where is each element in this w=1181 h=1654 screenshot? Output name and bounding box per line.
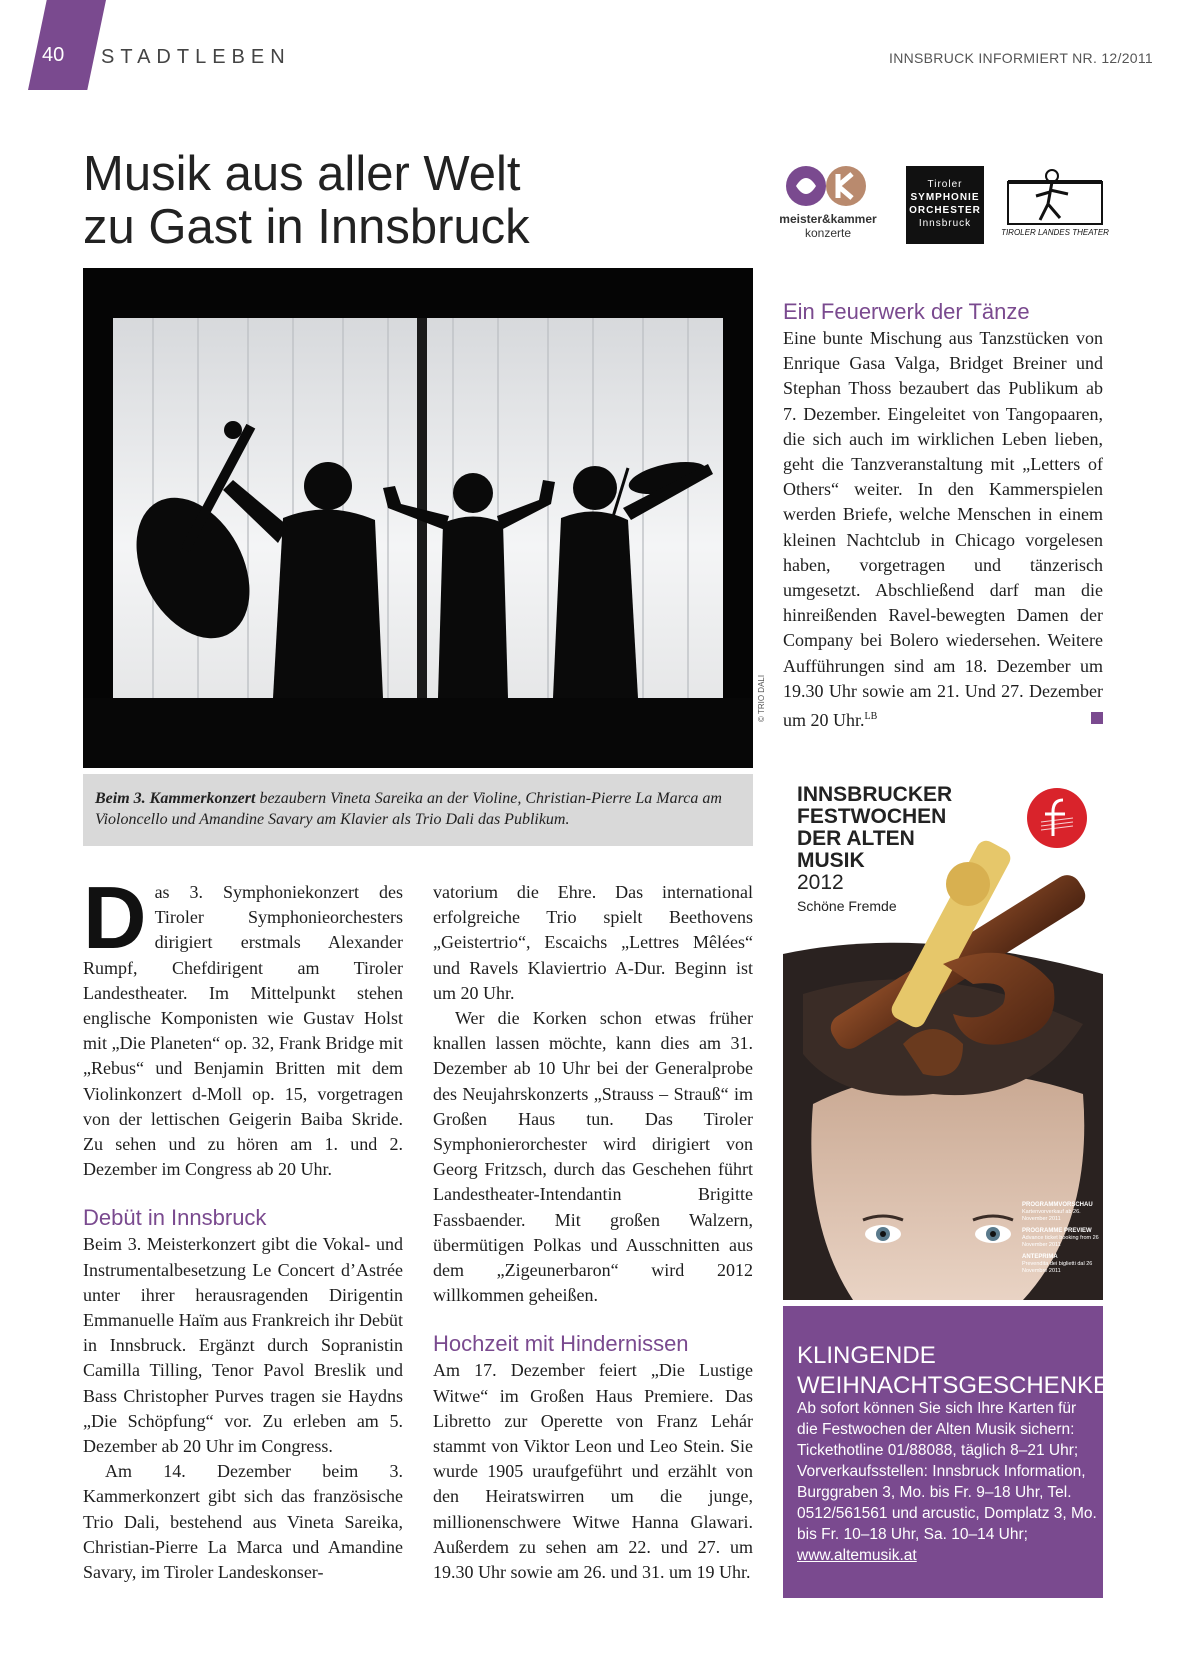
page-number-tab — [28, 0, 106, 90]
tso-line-3: ORCHESTER — [909, 205, 981, 216]
meister-kammer-logo — [766, 164, 890, 244]
caption-text: bezaubern Vineta Sareika an der Violine, Christian-Pierre La Marca am Violoncello und Amandine Savary am Klavier als Trio Dali das Publikum. — [95, 790, 722, 828]
ad-title-musik: MUSIK — [797, 849, 865, 872]
caption-lead: Beim 3. Kammerkonzert — [95, 790, 256, 807]
ad-info-1-head: PROGRAMMVORSCHAU — [1022, 1202, 1093, 1208]
col3-paragraph-1: Eine bunte Mischung aus Tanzstücken von Enrique Gasa Valga, Bridget Breiner und Stephan Thoss bezaubert das Publikum ab 7. Dezember. Eingeleitet von Tangopaaren, die sich auch im wirklichen Leben lieben, geht die Tanzveranstaltung mit „Letters of Others“ weiter. In den Kammerspielen werden Briefe, welche Menschen in einem kleinen Nachtclub in Chicago vorgelesen haben, vorgetragen und tänzerisch umgesetzt. Abschließend darf man die hinreißenden Ravel-bewegten Damen der Company bei Bolero wiedersehen. Weitere Aufführungen sind am 18. Dezember um 19.30 Uhr sowie am 21. Und 27. Dezember um 20 Uhr. — [783, 328, 1103, 731]
landestheater-name: TIROLER LANDES THEATER — [1001, 228, 1109, 237]
col2-paragraph-2: Wer die Korken schon etwas früher knallen lassen möchte, kann dies am 31. Dezember ab 10 Uhr bei der Generalprobe des Neujahrskonzerts „Strauss – Strauß“ im Großen Haus tun. Das Tiroler Symphonierorchester wird dirigiert von Georg Fritzsch, durch das Geschehen führt Landestheater-Intendantin Brigitte Fassbaender. Mit großen Walzern, übermütigen Polkas und Ausschnitten aus dem „Zigeunerbaron“ wird 2012 willkommen geheißen. — [433, 1008, 753, 1306]
ad-title-line-4 — [797, 850, 952, 894]
festwochen-logo-icon — [1027, 788, 1087, 848]
section-name: STADTLEBEN — [101, 46, 291, 68]
ad-title-year: 2012 — [797, 871, 844, 894]
gift-title-line-1: KLINGENDE — [797, 1342, 936, 1369]
landestheater-logo-graphic — [1000, 168, 1110, 228]
gift-title-line-2: WEIHNACHTSGESCHENKE — [797, 1372, 1110, 1399]
col2-paragraph-1: vatorium die Ehre. Das international erfolgreiche Trio spielt Beethovens „Geistertrio“, Escaichs „Lettres Mêlées“ und Ravels Klaviertrio A-Dur. Beginn ist um 20 Uhr. — [433, 882, 753, 1003]
ad-info — [1022, 1202, 1102, 1275]
symphonie-orchester-logo — [906, 166, 984, 244]
drop-cap: D — [83, 868, 147, 967]
ad-title-line-2: FESTWOCHEN — [797, 805, 947, 828]
trio-photo-image — [83, 268, 753, 768]
ad-title-line-3: DER ALTEN — [797, 827, 915, 850]
ad-title-line-1: INNSBRUCKER — [797, 783, 953, 806]
page-number: 40 — [42, 44, 65, 66]
col1-paragraph-2: Beim 3. Meisterkonzert gibt die Vokal- und Instrumentalbesetzung Le Concert d’Astrée unter ihrer herausragenden Dirigentin Emmanuelle Haïm aus Frankreich ihr Debüt in Innsbruck. Ergänzt durch Sopranistin Camilla Tilling, Tenor Pavol Breslik und Bass Christopher Purves tragen sie Haydns „Die Schöpfung“ vor. Zu erleben am 5. Dezember ab 20 Uhr im Congress. — [83, 1234, 403, 1457]
gift-text — [797, 1398, 1097, 1566]
heading-tanz: Ein Feuerwerk der Tänze — [783, 299, 1030, 324]
ad-info-1-text: Kartenvorverkauf ab 26. November 2011 — [1022, 1209, 1081, 1222]
title-line-2: zu Gast in Innsbruck — [83, 200, 530, 254]
ad-info-3-head: ANTEPRIMA — [1022, 1254, 1058, 1260]
author-initials: LB — [864, 711, 878, 723]
col1-paragraph-3: Am 14. Dezember beim 3. Kammerkonzert gibt sich das französische Trio Dali, bestehend aus Vineta Sareika, Christian-Pierre La Marca und Amandine Savary, im Tiroler Landeskonser- — [83, 1461, 403, 1583]
photo-credit: © TRIO DALI — [757, 674, 766, 722]
page-title — [83, 148, 530, 254]
tso-line-4: Innsbruck — [918, 218, 972, 229]
photo-caption — [95, 788, 745, 830]
ad-title — [797, 784, 952, 894]
ad-info-2-head: PROGRAMME PREVIEW — [1022, 1228, 1092, 1234]
ad-info-2-text: Advance ticket booking from 26 November 2011 — [1022, 1235, 1099, 1248]
tso-line-1: Tiroler — [927, 179, 963, 190]
tso-line-2: SYMPHONIE — [910, 192, 980, 203]
landestheater-logo — [1000, 168, 1110, 244]
heading-hochzeit: Hochzeit mit Hindernissen — [433, 1331, 689, 1357]
altemusik-link[interactable]: www.altemusik.at — [797, 1547, 917, 1564]
col2-paragraph-3: Am 17. Dezember feiert „Die Lustige Witwe“ im Großen Haus Premiere. Das Libretto zur Operette von Franz Lehár stammt von Viktor Leon und Leo Stein. Sie wurde 1905 uraufgeführt und erzählt von den Heiratswirren um die junge, millionenschwere Witwe Hanna Glawari. Außerdem zu sehen am 22. und 27. um 19.30 Uhr sowie am 26. und 31. um 19 Uhr. — [433, 1360, 753, 1583]
title-line-1: Musik aus aller Welt — [83, 147, 521, 201]
trio-photo — [83, 268, 753, 768]
ad-subtitle: Schöne Fremde — [797, 898, 897, 914]
article-column-3 — [783, 298, 1103, 733]
article-column-1 — [83, 868, 403, 1585]
gift-title — [797, 1341, 1109, 1401]
col1-paragraph-1: as 3. Symphoniekonzert des Tiroler Symphonieorchesters dirigiert erstmals Alexander Rumpf, Chefdirigent am Tiroler Landestheater. Im Mittelpunkt stehen englische Komponisten wie Gustav Holst mit „Die Planeten“ op. 32, Frank Bridge mit „Rebus“ und Benjamin Britten mit dem Violinkonzert d-Moll op. 15, vorgetragen von der lettischen Geigerin Baiba Skride. Zu sehen und zu hören am 1. und 2. Dezember im Congress ab 20 Uhr. — [83, 882, 403, 1180]
issue-info: INNSBRUCK INFORMIERT NR. 12/2011 — [889, 50, 1153, 66]
end-mark — [1091, 712, 1103, 724]
meister-kammer-sub: konzerte — [804, 226, 852, 240]
heading-debut: Debüt in Innsbruck — [83, 1205, 267, 1231]
gift-body: Ab sofort können Sie sich Ihre Karten für die Festwochen der Alten Musik sichern: Tickethotline 01/88088, täglich 8–21 Uhr; Vorverkaufsstellen: Innsbruck Information, Burggraben 3, Mo. bis Fr. 9–18 Uhr, Tel. 0512/561561 und arcustic, Domplatz 3, Mo. bis Fr. 10–18 Uhr, Sa. 10–14 Uhr; — [797, 1400, 1097, 1543]
article-column-2 — [433, 880, 753, 1585]
ad-info-3-text: Prevendita dei biglietti dal 26 Novembre 2011 — [1022, 1261, 1093, 1274]
meister-kammer-name: meister&kammer — [779, 212, 877, 226]
